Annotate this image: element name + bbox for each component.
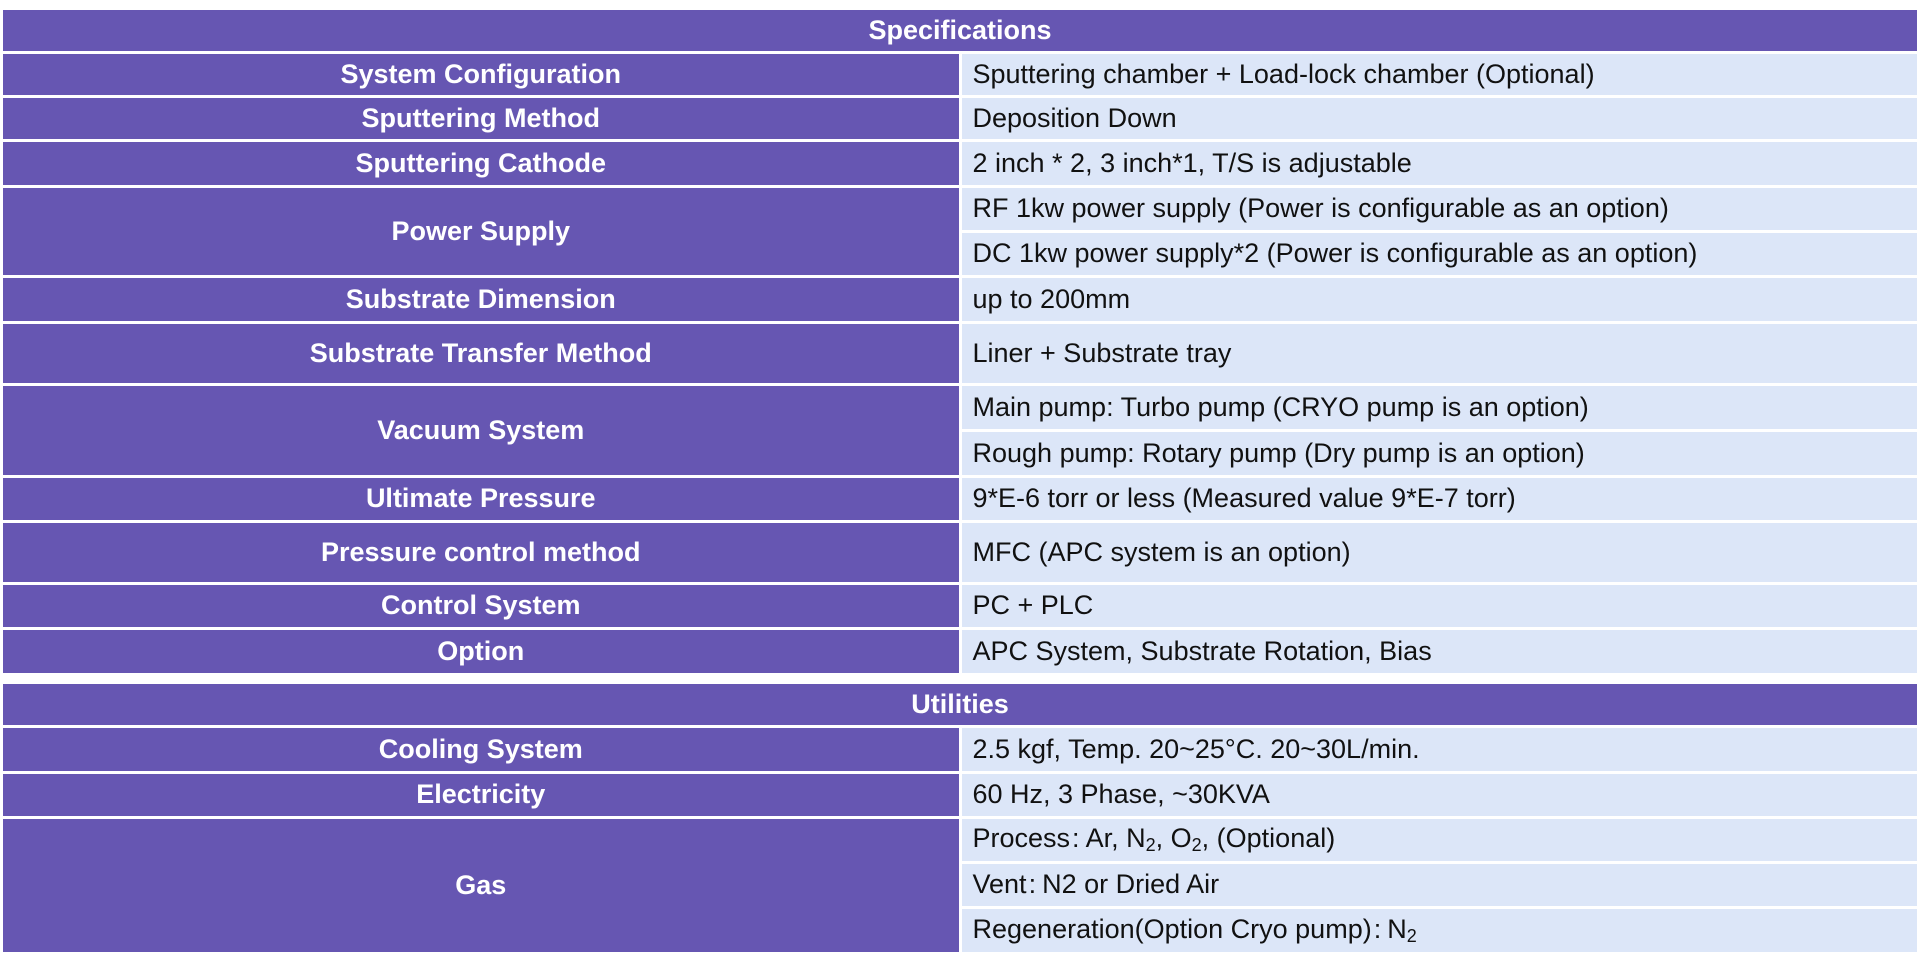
system-configuration-value: Sputtering chamber + Load-lock chamber (Optional) [960,53,1919,97]
specifications-header-row [2,9,1919,53]
gas-regeneration-separator: : [1373,913,1382,944]
gas-process-prefix: Process [972,823,1071,854]
pressure-control-method-value: MFC (APC system is an option) [960,522,1919,584]
vacuum-system-main-value: Main pump: Turbo pump (CRYO pump is an option) [960,385,1919,431]
table-row [2,477,1919,522]
substrate-transfer-method-label: Substrate Transfer Method [2,323,961,385]
gas-process-separator: : [1072,823,1080,854]
table-row [2,53,1919,97]
utilities-header-row [2,683,1919,727]
gas-process-o-symbol: O [1170,823,1192,854]
gas-process-n-subscript: 2 [1145,835,1156,856]
ultimate-pressure-value: 9*E-6 torr or less (Measured value 9*E-7 torr) [960,477,1919,522]
option-label: Option [2,629,961,675]
control-system-label: Control System [2,584,961,629]
table-row [2,818,1919,863]
table-row [2,727,1919,773]
gas-label: Gas [2,818,961,954]
table-row [2,629,1919,675]
cooling-system-label: Cooling System [2,727,961,773]
gas-regeneration-prefix: Regeneration(Option Cryo pump) [972,913,1372,944]
gas-regeneration-value [960,908,1919,954]
gas-vent-separator: : [1028,869,1037,900]
sputtering-method-label: Sputtering Method [2,97,961,141]
vacuum-system-rough-value: Rough pump: Rotary pump (Dry pump is an option) [960,431,1919,477]
electricity-value: 60 Hz, 3 Phase, ~30KVA [960,773,1919,818]
gas-process-ar: Ar, [1085,823,1119,854]
sputtering-cathode-value: 2 inch * 2, 3 inch*1, T/S is adjustable [960,141,1919,187]
sputtering-cathode-label: Sputtering Cathode [2,141,961,187]
substrate-transfer-method-value: Liner + Substrate tray [960,323,1919,385]
utilities-title: Utilities [2,683,1919,727]
gas-vent-text: N2 or Dried Air [1042,869,1220,900]
spec-sheet [0,7,1920,955]
table-row [2,323,1919,385]
spec-table [0,7,1920,955]
table-row [2,187,1919,232]
power-supply-label: Power Supply [2,187,961,277]
section-divider [2,675,1919,683]
ultimate-pressure-label: Ultimate Pressure [2,477,961,522]
system-configuration-label: System Configuration [2,53,961,97]
table-row [2,141,1919,187]
table-row [2,97,1919,141]
substrate-dimension-value: up to 200mm [960,277,1919,323]
gas-vent-prefix: Vent [972,869,1027,900]
gas-process-suffix: , (Optional) [1201,823,1336,854]
table-row [2,522,1919,584]
table-row [2,773,1919,818]
gas-regeneration-n-symbol: N [1387,913,1407,944]
gas-process-n-symbol: N [1126,823,1146,854]
substrate-dimension-label: Substrate Dimension [2,277,961,323]
gas-process-o-subscript: 2 [1191,835,1202,856]
cooling-system-value: 2.5 kgf, Temp. 20~25°C. 20~30L/min. [960,727,1919,773]
power-supply-rf-value: RF 1kw power supply (Power is configurable as an option) [960,187,1919,232]
gas-process-value [960,818,1919,863]
vacuum-system-label: Vacuum System [2,385,961,477]
control-system-value: PC + PLC [960,584,1919,629]
electricity-label: Electricity [2,773,961,818]
pressure-control-method-label: Pressure control method [2,522,961,584]
table-row [2,385,1919,431]
gas-regeneration-n-subscript: 2 [1406,925,1417,946]
sputtering-method-value: Deposition Down [960,97,1919,141]
section-gap [2,675,1919,683]
table-row [2,277,1919,323]
option-value: APC System, Substrate Rotation, Bias [960,629,1919,675]
gas-process-comma: , [1155,823,1164,854]
gas-vent-value [960,863,1919,908]
power-supply-dc-value: DC 1kw power supply*2 (Power is configurable as an option) [960,232,1919,277]
table-row [2,584,1919,629]
specifications-title: Specifications [2,9,1919,53]
